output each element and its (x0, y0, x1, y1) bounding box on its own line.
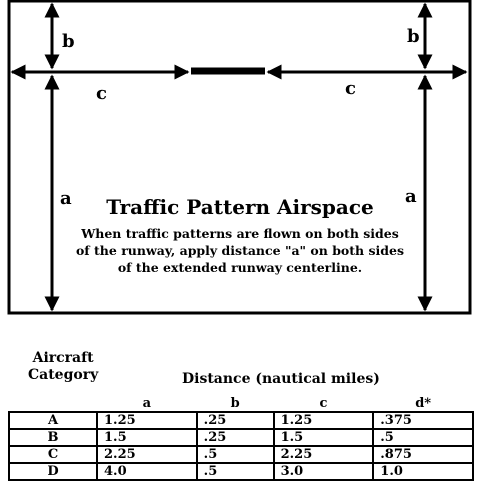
column-header-d: d* (415, 396, 432, 411)
distance-a-cell: 2.25 (97, 446, 197, 463)
diagram-title: Traffic Pattern Airspace (106, 195, 374, 219)
distance-c-cell: 1.5 (274, 429, 374, 446)
distance-d-cell: 1.0 (373, 463, 473, 480)
column-header-row (9, 396, 473, 412)
label-b-left: b (62, 31, 75, 52)
note-line: of the extended runway centerline. (117, 260, 363, 275)
label-a-right: a (405, 186, 417, 207)
distance-header: Distance (nautical miles) (182, 371, 380, 387)
note-line: When traffic patterns are flown on both sides (81, 226, 399, 241)
category-cell: B (9, 429, 97, 446)
table-row (9, 429, 473, 446)
distance-c-cell: 3.0 (274, 463, 374, 480)
distance-c-cell: 2.25 (274, 446, 374, 463)
table-row (9, 463, 473, 480)
table-row (9, 412, 473, 429)
category-cell: D (9, 463, 97, 480)
distance-a-cell: 1.25 (97, 412, 197, 429)
diagram-note (70, 225, 410, 276)
distance-b-cell: .25 (197, 429, 274, 446)
column-header-a: a (142, 396, 152, 411)
distance-b-cell: .5 (197, 463, 274, 480)
label-b-right: b (407, 26, 420, 47)
category-cell: A (9, 412, 97, 429)
distance-d-cell: .5 (373, 429, 473, 446)
aircraft-category-header (28, 350, 98, 384)
category-header-line: Category (28, 367, 99, 383)
distance-d-cell: .375 (373, 412, 473, 429)
table-row (9, 446, 473, 463)
category-cell: C (9, 446, 97, 463)
distance-a-cell: 4.0 (97, 463, 197, 480)
distance-b-cell: .25 (197, 412, 274, 429)
distance-table (8, 396, 474, 481)
label-c-left: c (96, 83, 107, 104)
column-header-c: c (319, 396, 328, 411)
distance-a-cell: 1.5 (97, 429, 197, 446)
distance-d-cell: .875 (373, 446, 473, 463)
distance-b-cell: .5 (197, 446, 274, 463)
aircraft-header-line: Aircraft (32, 350, 94, 366)
label-c-right: c (345, 78, 356, 99)
column-header-b: b (230, 396, 240, 411)
label-a-left: a (60, 188, 72, 209)
note-line: of the runway, apply distance "a" on both sides (75, 243, 405, 258)
column-header-category (9, 396, 97, 412)
distance-c-cell: 1.25 (274, 412, 374, 429)
